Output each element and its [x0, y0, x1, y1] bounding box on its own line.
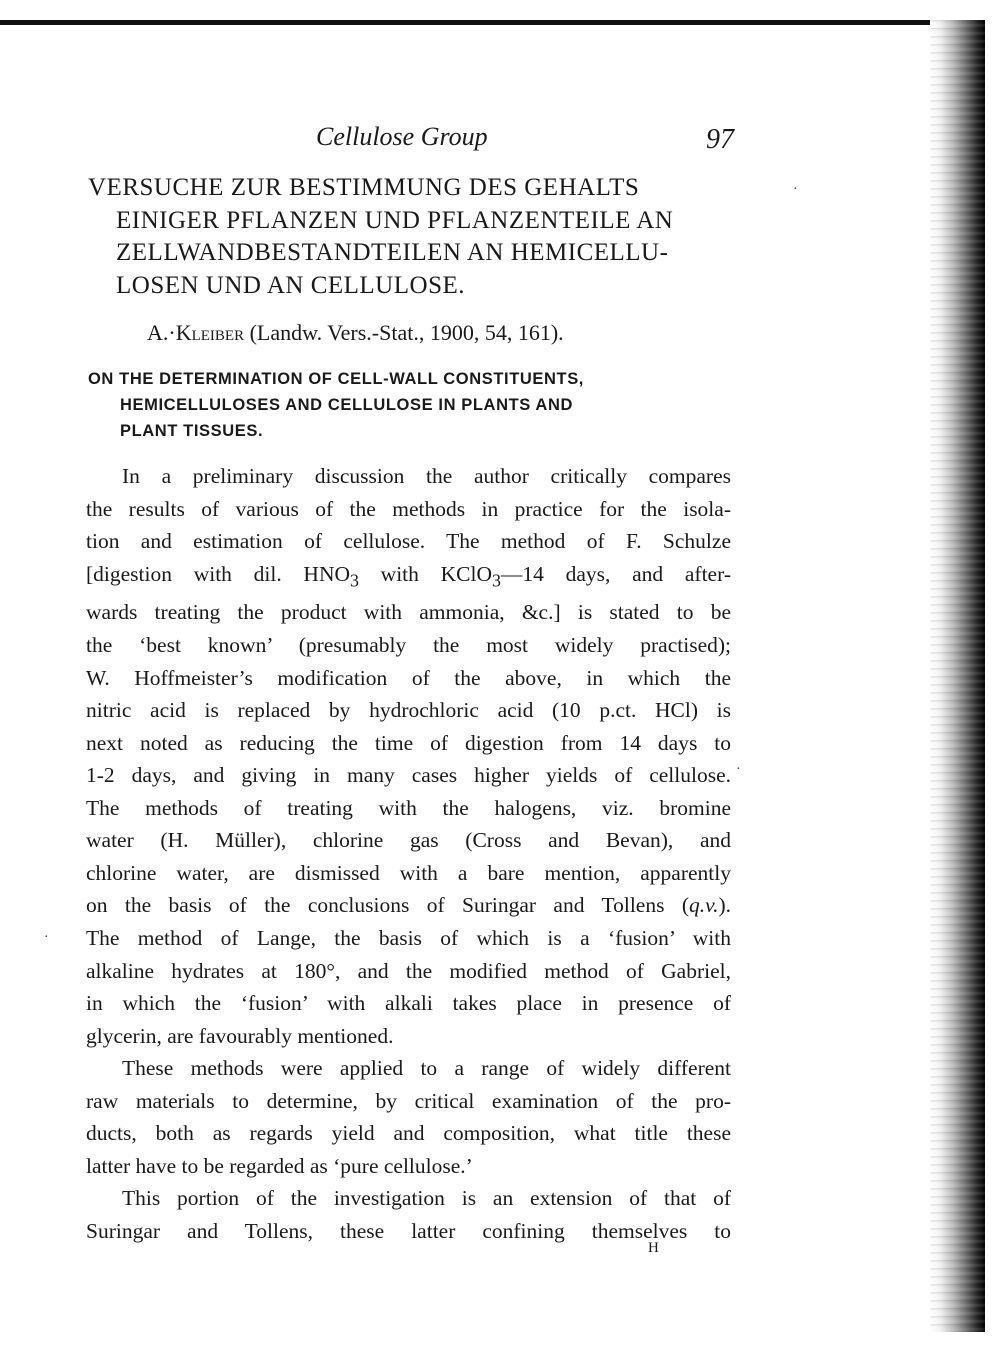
- subscript: 3: [491, 569, 501, 590]
- text-line: raw materials to determine, by critical examination of the pro-: [86, 1088, 731, 1113]
- page-number: 97: [706, 124, 734, 155]
- stray-dot: ·: [793, 182, 798, 197]
- text-line: water (H. Müller), chlorine gas (Cross and Bevan), and: [86, 828, 731, 853]
- citation-source: (Landw. Vers.-Stat., 1900, 54, 161).: [244, 320, 564, 345]
- running-head: [310, 118, 740, 158]
- text-line: alkaline hydrates at 180°, and the modified method of Gabriel,: [86, 958, 731, 983]
- text-line: The methods of treating with the halogens, viz. bromine: [86, 795, 731, 820]
- text-line: These methods were applied to a range of widely different: [122, 1056, 731, 1081]
- text-line: In a preliminary discussion the author critically compares: [122, 464, 731, 488]
- signature-mark: H: [648, 1240, 660, 1256]
- citation-prefix: A.·: [147, 320, 176, 345]
- italic-abbrev: q.v.: [689, 893, 719, 918]
- german-title-line: LOSEN UND AN CELLULOSE.: [116, 271, 465, 299]
- text-line: chlorine water, are dismissed with a bare mention, apparently: [86, 860, 731, 885]
- english-title-line: PLANT TISSUES.: [120, 421, 264, 440]
- text-line: nitric acid is replaced by hydrochloric acid (10 p.ct. HCl) is: [86, 698, 731, 723]
- german-title-line: VERSUCHE ZUR BESTIMMUNG DES GEHALTS: [88, 174, 640, 201]
- citation-author: Kleiber: [175, 320, 245, 345]
- text-fragment: [digestion with dil. HNO: [86, 561, 350, 586]
- top-rule: [0, 20, 978, 25]
- text-line: glycerin, are favourably mentioned.: [86, 1023, 394, 1048]
- text-line: in which the ‘fusion’ with alkali takes place in presence of: [86, 991, 731, 1016]
- body-text: [86, 460, 731, 1247]
- english-title-line: ON THE DETERMINATION OF CELL-WALL CONSTITUENTS,: [88, 370, 584, 388]
- text-line: wards treating the product with ammonia, &c.] is stated to be: [86, 600, 731, 625]
- subscript: 3: [350, 569, 359, 590]
- text-fragment: on the basis of the conclusions of Suringar and Tollens (: [86, 893, 689, 918]
- text-fragment: ).: [718, 893, 731, 918]
- german-title: [88, 172, 728, 302]
- text-line: Suringar and Tollens, these latter confining themselves to: [86, 1218, 731, 1243]
- text-line: next noted as reducing the time of digestion from 14 days to: [86, 730, 731, 755]
- text-line: W. Hoffmeister’s modification of the above, in which the: [86, 665, 731, 690]
- text-line: latter have to be regarded as ‘pure cellulose.’: [86, 1153, 473, 1178]
- text-line: This portion of the investigation is an extension of that of: [122, 1186, 731, 1211]
- text-line: 1-2 days, and giving in many cases higher yields of cellulose.: [86, 763, 731, 788]
- english-title: [88, 367, 748, 444]
- text-line: [86, 889, 731, 922]
- citation: [147, 320, 687, 346]
- text-line: [86, 558, 731, 597]
- book-spine-shadow: [930, 20, 985, 1332]
- stray-dot: ·: [44, 930, 49, 945]
- text-fragment: —14 days, and after-: [500, 561, 731, 586]
- text-fragment: with KClO: [358, 561, 492, 586]
- english-title-line: HEMICELLULOSES AND CELLULOSE IN PLANTS AND: [120, 395, 573, 414]
- text-line: the results of various of the methods in practice for the isola-: [86, 496, 731, 521]
- stray-dot: ·: [736, 762, 741, 777]
- text-line: the ‘best known’ (presumably the most widely practised);: [86, 633, 731, 658]
- text-line: ducts, both as regards yield and composition, what title these: [86, 1121, 731, 1146]
- german-title-line: ZELLWANDBESTANDTEILEN AN HEMICELLU-: [116, 239, 669, 266]
- german-title-line: EINIGER PFLANZEN UND PFLANZENTEILE AN: [116, 206, 674, 234]
- text-line: The method of Lange, the basis of which is a ‘fusion’ with: [86, 925, 731, 950]
- running-title: Cellulose Group: [316, 122, 488, 151]
- text-line: tion and estimation of cellulose. The method of F. Schulze: [86, 529, 731, 554]
